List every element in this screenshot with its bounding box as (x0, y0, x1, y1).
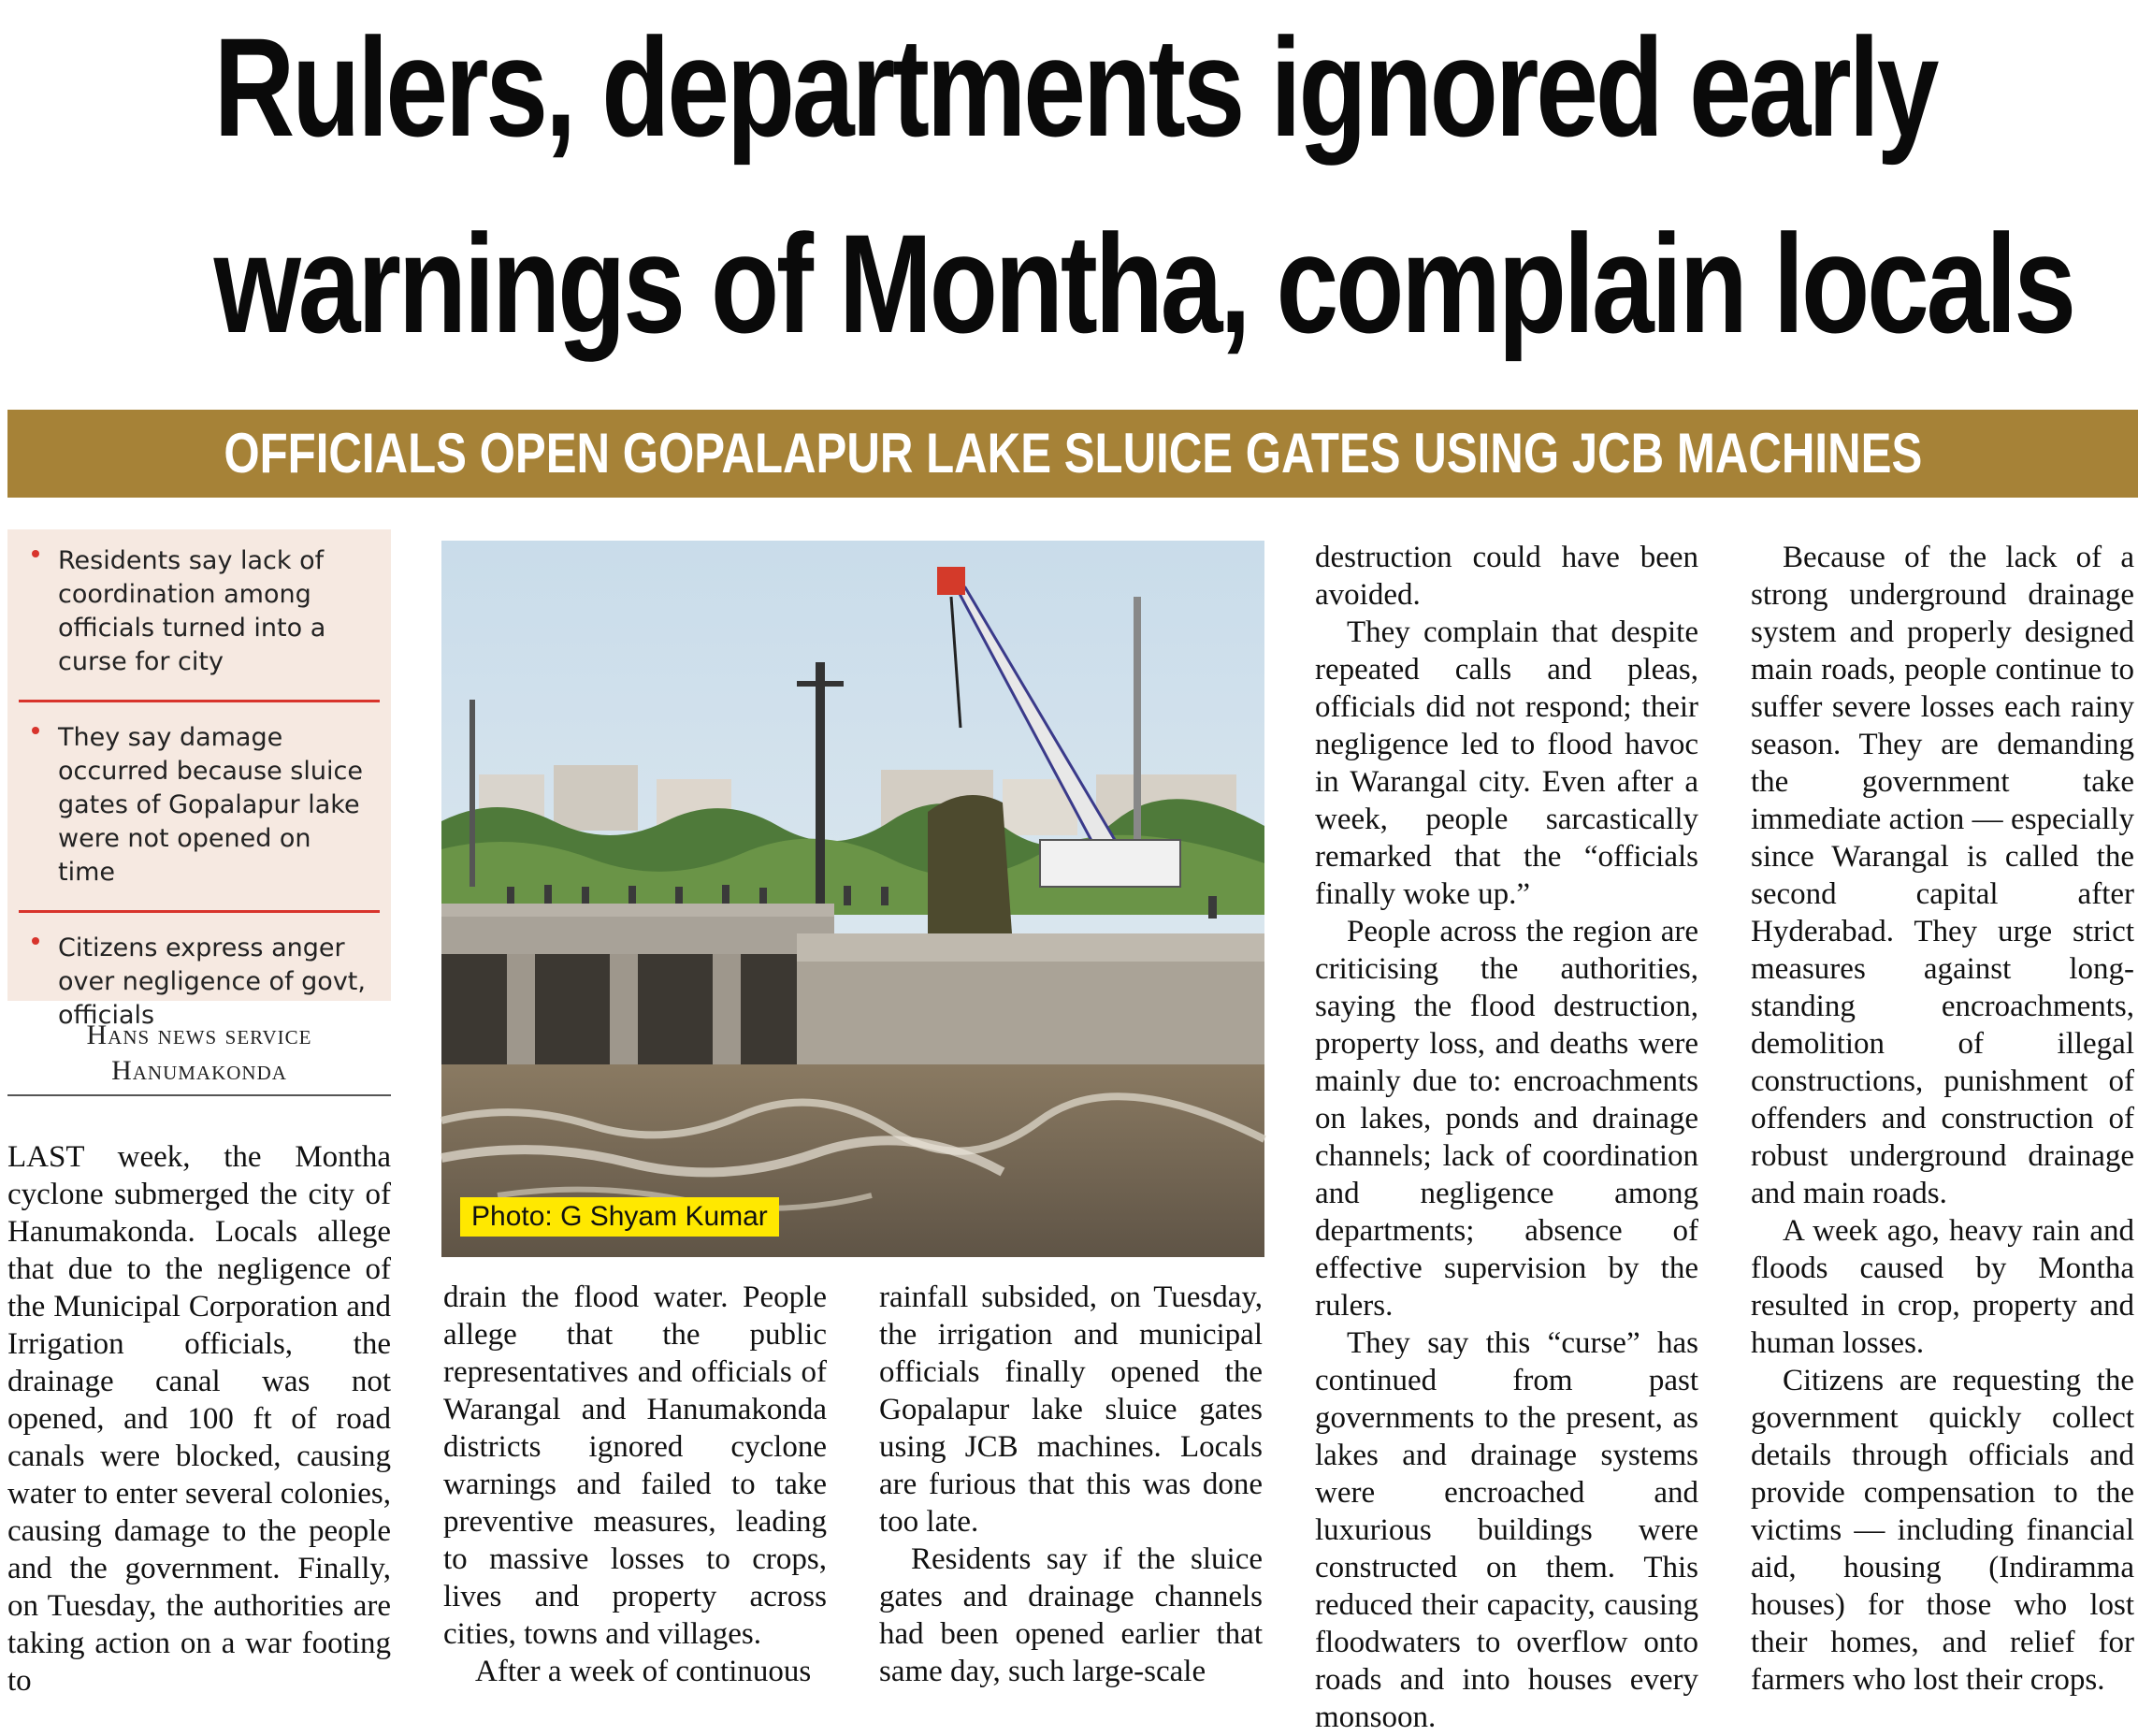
paragraph: Because of the lack of a strong underground drainage system and properly designed main roads, people continue to suffer severe losses each rainy season. They are demanding the government take immediate action — especially since Warangal is called the second capital after Hyderabad. They urge strict measures against long-standing encroachments, demolition of illegal constructions, punishment of offenders and construction of robust underground drainage and main roads. (1751, 541, 2134, 1210)
bullet-icon (32, 937, 39, 945)
article-column-1 (7, 1138, 391, 1700)
paragraph: LAST week, the Montha cyclone submerged the city of Hanumakonda. Locals allege that due to the negligence of the Municipal Corporation and Irrigation officials, the drainage canal was not opened, and 100 ft of road canals were blocked, causing water to enter several colonies, causing damage to the people and the government. Finally, on Tuesday, the authorities are taking action on a war footing to (7, 1140, 391, 1698)
news-photo (441, 541, 1264, 1257)
paragraph: drain the flood water. People allege that the public representatives and officials of Warangal and Hanumakonda districts ignored cyclone warnings and failed to take preventive measures, leading to massive losses to crops, lives and property across cities, towns and villages. (443, 1280, 827, 1651)
highlights-box (7, 529, 391, 1030)
paragraph: destruction could have been avoided. (1315, 541, 1698, 612)
highlight-item (19, 539, 380, 702)
flood-scene-illustration (441, 541, 1264, 1257)
byline (7, 1018, 391, 1089)
article-column-4 (1315, 539, 1698, 1736)
paragraph: Residents say if the sluice gates and drainage channels had been opened earlier that same day, such large-scale (879, 1542, 1263, 1688)
paragraph: rainfall subsided, on Tuesday, the irrigation and municipal officials finally opened the Gopalapur lake sluice gates using JCB machines. Locals are furious that this was done too late. (879, 1280, 1263, 1539)
highlight-text: They say damage occurred because sluice gates of Gopalapur lake were not opened on time (58, 723, 363, 887)
headline-line-1: Rulers, departments ignored early (213, 8, 1937, 166)
kicker-banner (7, 410, 2138, 498)
paragraph: After a week of continuous (475, 1655, 812, 1688)
byline-service: Hans news service (86, 1020, 312, 1050)
byline-divider (7, 1094, 391, 1096)
highlight-item (19, 716, 380, 913)
article-column-3 (879, 1279, 1263, 1690)
highlight-text: Residents say lack of coordination among officials turned into a curse for city (58, 546, 326, 676)
bullet-icon (32, 727, 39, 734)
article-column-2 (443, 1279, 827, 1690)
kicker-text: OFFICIALS OPEN GOPALAPUR LAKE SLUICE GATES USING JCB MACHINES (224, 422, 1922, 485)
highlight-text: Citizens express anger over negligence of govt, officials (58, 933, 366, 1030)
paragraph: They complain that despite repeated calls and pleas, officials did not respond; their negligence led to flood havoc in Warangal city. Even after a week, people sarcastically remarked that the “officials finally woke up.” (1315, 615, 1698, 911)
paragraph: They say this “curse” has continued from past governments to the present, as lakes and drainage systems were encroached and luxurious buildings were constructed on them. This reduced their capacity, causing floodwaters to overflow onto roads and into houses every monsoon. (1315, 1326, 1698, 1734)
byline-place: Hanumakonda (111, 1055, 287, 1086)
headline-line-2: warnings of Montha, complain locals (213, 205, 2073, 362)
paragraph: People across the region are criticising the authorities, saying the flood destruction, property loss, and deaths were mainly due to: encroachments on lakes, ponds and drainage channels; lack of coordination and negligence among departments; absence of effective supervision by the rulers. (1315, 915, 1698, 1323)
paragraph: A week ago, heavy rain and floods caused by Montha resulted in crop, property and human losses. (1751, 1214, 2134, 1360)
paragraph: Citizens are requesting the government quickly collect details through officials and provide compensation to the victims — including financial aid, housing (Indiramma houses) for those who lost their homes, and relief for farmers who lost their crops. (1751, 1364, 2134, 1697)
article-column-5 (1751, 539, 2134, 1699)
photo-credit: Photo: G Shyam Kumar (460, 1197, 779, 1237)
bullet-icon (32, 550, 39, 557)
